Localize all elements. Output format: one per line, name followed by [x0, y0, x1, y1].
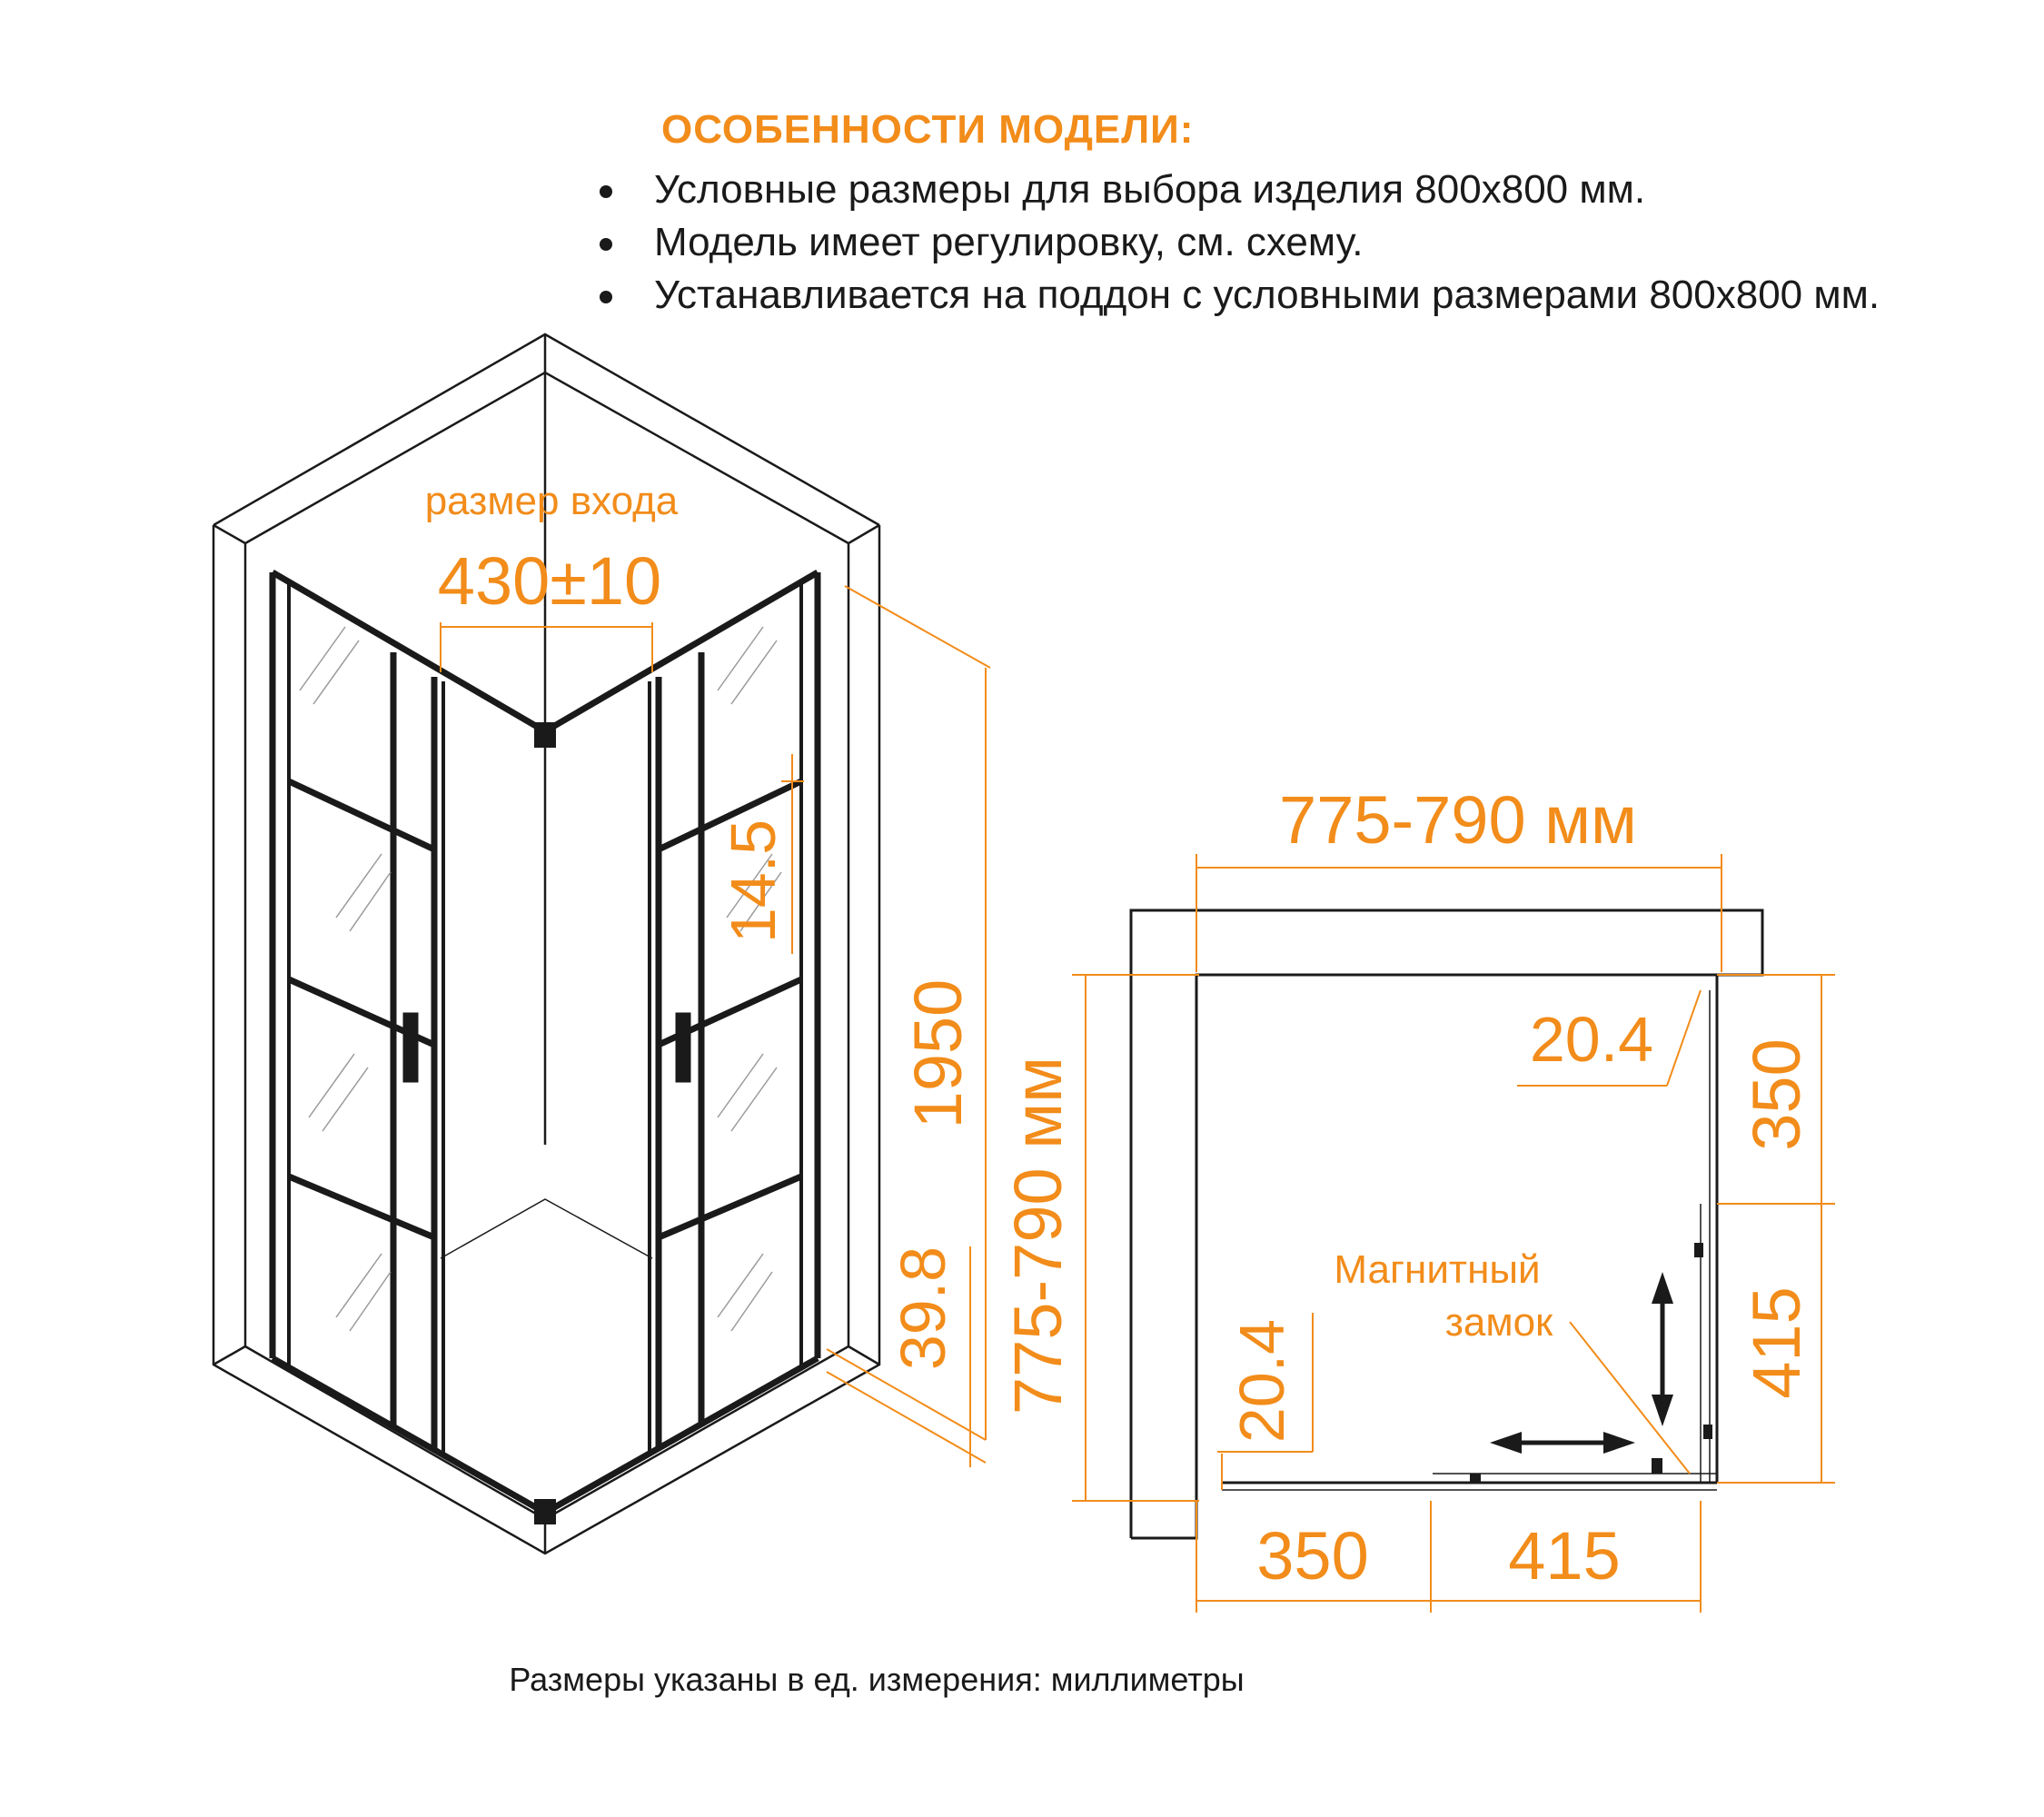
base-value: 39.8 [888, 1246, 958, 1371]
lock-label-line-1: Магнитный [1334, 1247, 1541, 1292]
lock-label-line-2: замок [1444, 1300, 1553, 1345]
bottom-gap: 20.4 [1226, 1318, 1297, 1444]
units-footnote: Размеры указаны в ед. измерения: миллиметры [509, 1661, 1245, 1698]
entrance-value: 430±10 [437, 543, 662, 619]
right-lower: 415 [1739, 1286, 1814, 1399]
adjustment-arrows [1490, 1272, 1673, 1454]
iso-right-enclosure [545, 572, 818, 1513]
panel-value: 14.5 [718, 819, 789, 944]
corner-post [534, 722, 556, 748]
plan-dimensions [1072, 854, 1835, 1613]
feature-item: Модель имеет регулировку, см. схему. [590, 216, 1926, 269]
iso-left-enclosure [273, 572, 545, 1513]
plan-view [1131, 910, 1762, 1538]
bottom-left: 350 [1256, 1518, 1369, 1594]
features-title: ОСОБЕННОСТИ МОДЕЛИ: [661, 107, 1195, 152]
right-upper: 350 [1739, 1038, 1814, 1151]
feature-item: Условные размеры для выбора изделия 800х800 мм. [590, 164, 1926, 216]
corner-post [534, 1499, 556, 1524]
left-depth: 775-790 мм [1000, 1057, 1076, 1415]
entrance-label: размер входа [424, 479, 679, 523]
feature-item: Устанавливается на поддон с условными размерами 800х800 мм. [590, 269, 1926, 322]
top-width: 775-790 мм [1279, 782, 1637, 858]
bottom-right: 415 [1508, 1518, 1621, 1594]
height-value: 1950 [900, 978, 976, 1129]
right-gap: 20.4 [1529, 1004, 1654, 1075]
